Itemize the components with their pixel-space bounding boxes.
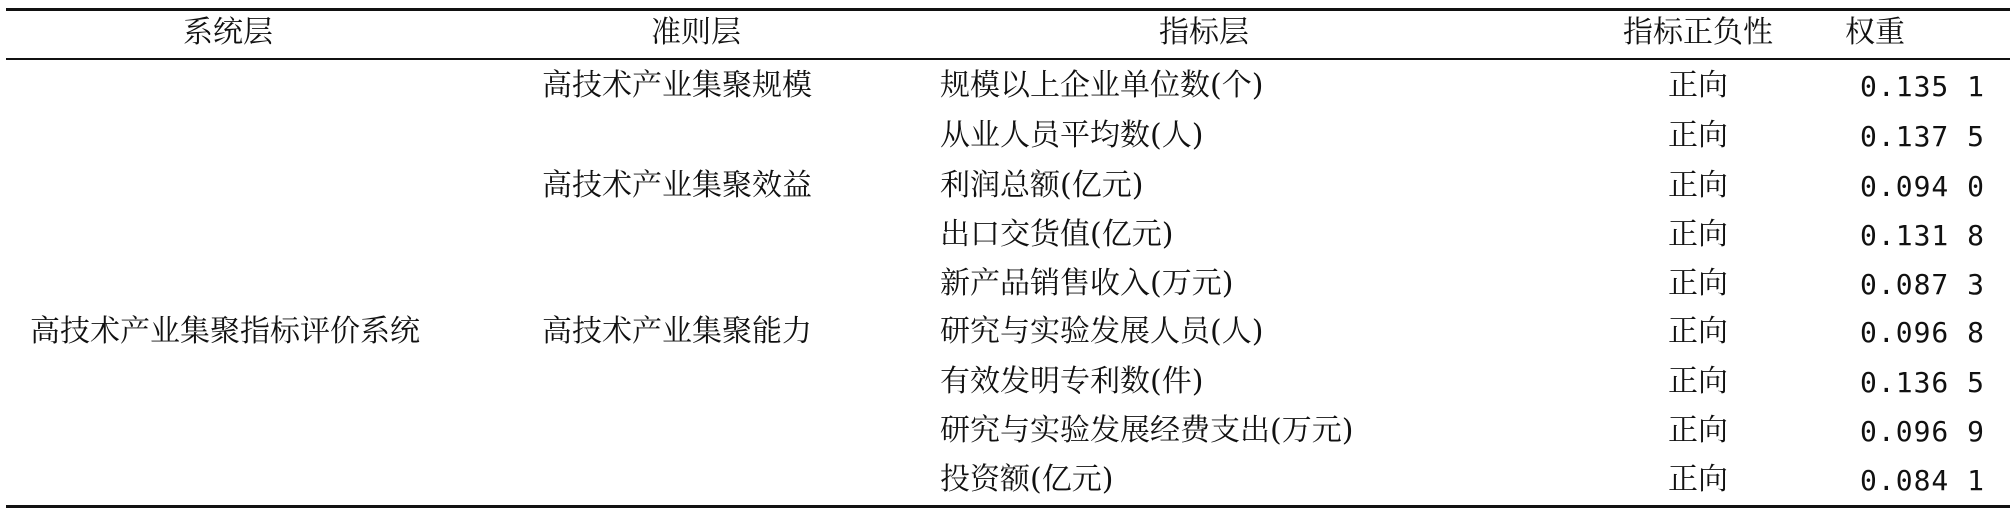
header-direction: 指标正负性 xyxy=(1623,15,1773,50)
indicator-cell: 出口交货值(亿元) xyxy=(940,217,1174,252)
header-system: 系统层 xyxy=(183,15,273,50)
indicator-cell: 新产品销售收入(万元) xyxy=(940,266,1234,301)
direction-cell: 正向 xyxy=(1668,413,1728,448)
direction-cell: 正向 xyxy=(1668,168,1728,203)
direction-cell: 正向 xyxy=(1668,68,1728,103)
weight-cell: 0.136 5 xyxy=(1860,366,1986,399)
header-indicator: 指标层 xyxy=(1159,15,1249,50)
weight-cell: 0.094 0 xyxy=(1860,170,1986,203)
weight-cell: 0.096 8 xyxy=(1860,316,1986,349)
direction-cell: 正向 xyxy=(1668,364,1728,399)
indicator-cell: 投资额(亿元) xyxy=(940,462,1114,497)
system-name: 高技术产业集聚指标评价系统 xyxy=(30,314,420,349)
indicator-cell: 规模以上企业单位数(个) xyxy=(940,68,1264,103)
weight-cell: 0.131 8 xyxy=(1860,219,1986,252)
criterion-benefit: 高技术产业集聚效益 xyxy=(542,168,812,203)
direction-cell: 正向 xyxy=(1668,266,1728,301)
weight-cell: 0.096 9 xyxy=(1860,415,1986,448)
header-criterion: 准则层 xyxy=(651,15,741,50)
indicator-cell: 有效发明专利数(件) xyxy=(940,364,1204,399)
bottom-rule xyxy=(6,505,2010,508)
header-rule xyxy=(6,58,2010,60)
direction-cell: 正向 xyxy=(1668,314,1728,349)
indicator-cell: 研究与实验发展人员(人) xyxy=(940,314,1264,349)
direction-cell: 正向 xyxy=(1668,462,1728,497)
indicator-cell: 从业人员平均数(人) xyxy=(940,118,1204,153)
direction-cell: 正向 xyxy=(1668,118,1728,153)
weight-cell: 0.087 3 xyxy=(1860,268,1986,301)
weight-cell: 0.137 5 xyxy=(1860,120,1986,153)
indicator-cell: 研究与实验发展经费支出(万元) xyxy=(940,413,1354,448)
weight-cell: 0.084 1 xyxy=(1860,464,1986,497)
criterion-scale: 高技术产业集聚规模 xyxy=(542,68,812,103)
indicator-table xyxy=(6,8,2010,508)
header-weight: 权重 xyxy=(1845,15,1905,50)
indicator-cell: 利润总额(亿元) xyxy=(940,168,1144,203)
direction-cell: 正向 xyxy=(1668,217,1728,252)
criterion-capacity: 高技术产业集聚能力 xyxy=(542,314,812,349)
weight-cell: 0.135 1 xyxy=(1860,70,1986,103)
top-rule xyxy=(6,8,2010,11)
